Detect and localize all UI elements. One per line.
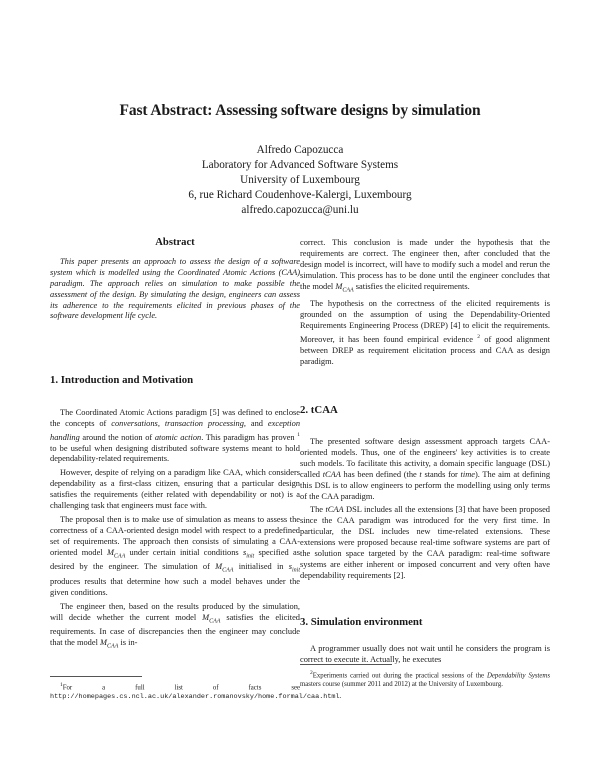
intro-paragraph-4: The engineer then, based on the results produced by the simulation, will decide whether the current model $M_{CAA}$ satisfies the elicited requirements. In case of discrepancies then the engineer may conclude that the model $M_{CAA}$ is in- xyxy=(50,601,300,650)
tcaa-paragraph-1: The presented software design assessment approach targets CAA-oriented models. Thus, one of the engineers' key activities is to create such models. To facilitate this activity, a domain specific language (DSL) called tCAA has been defined (the t stands for time). The aim at defining this DSL is to allow engineers to perform the modelling using only terms of the CAA paradigm. xyxy=(300,437,551,501)
footnote-rule xyxy=(50,676,142,677)
intro-paragraph-3: The proposal then is to make use of simulation as means to assess the correctness of a CAA-oriented design model with respect to a predefined set of requirements. The approach then consists of simulating a CAA-oriented model $M_{CAA}$ under certain initial conditions $s_{init}$ specified as desired by the engineer. The simulation of $M_{CAA}$ initialised in $s_{init}$ produces results that determine how such a model behaves under the given conditions. xyxy=(50,514,300,597)
right-paragraph-1: correct. This conclusion is made under the hypothesis that the requirements are correct. The engineer then, after concluded that the design model is incorrect, will have to modify such a model and rerun the simulation. This process has to be done until the engineer concludes that the model $M_{CAA}$ satisfies the elicited requirements. xyxy=(300,238,550,294)
intro-paragraph-1: The Coordinated Atomic Actions paradigm [5] was defined to enclose the concepts of conversations, transaction processing, and exception handling around the notion of atomic action. This paradigm has proven $^1$ to be useful when designing distributed software systems meant to hold dependability-related requirements. xyxy=(50,408,301,464)
section-2 xyxy=(300,405,550,416)
left-column xyxy=(50,238,300,322)
footnote-2 xyxy=(300,664,550,689)
author-name: Alfredo Capozucca xyxy=(256,144,344,156)
tcaa-paragraph-2: The tCAA DSL includes all the extensions [3] that have been proposed since the CAA paradigm was introduced for the very first time. In particular, the DSL includes new time-related extensions. These extensions were proposed because real-time software systems are part of the solution space targeted by the CAA paradigm: real-time software systems are either inherent or imposed concurrent and very often have dependability requirements [2]. xyxy=(300,505,550,580)
author-address: 6, rue Richard Coudenhove-Kalergi, Luxembourg xyxy=(188,189,412,201)
footnote-1 xyxy=(50,676,342,701)
author-lab: Laboratory for Advanced Software Systems xyxy=(201,159,399,171)
author-university: University of Luxembourg xyxy=(240,174,360,186)
right-column-top xyxy=(300,238,550,367)
section-2-heading: 2. tCAA xyxy=(300,404,338,416)
footnote-ref-2: 2 xyxy=(477,333,480,340)
section-3-heading: 3. Simulation environment xyxy=(300,616,423,628)
section-3-body xyxy=(300,644,550,666)
footnote-rule xyxy=(300,664,392,665)
simulation-paragraph-1: A programmer usually does not wait until he considers the program is correct to execute it. Actually, he executes xyxy=(300,644,550,664)
footnote-2-text: $^2$Experiments carried out during the practical sessions of the Dependability Systems masters course (summer 2011 and 2012) at the University of Luxembourg. xyxy=(300,670,550,688)
paper-title: Fast Abstract: Assessing software designs by simulation xyxy=(119,102,481,119)
intro-paragraph-2: However, despite of relying on a paradigm like CAA, which considers dependability as a first-class citizen, ensuring that a particular design satisfies the requirements (either related with dependability or not) is a challenging task that engineers must face with. xyxy=(50,468,300,511)
section-3 xyxy=(300,617,550,628)
abstract-heading: Abstract xyxy=(155,237,195,248)
section-1 xyxy=(50,375,300,386)
author-email: alfredo.capozucca@uni.lu xyxy=(241,204,359,216)
abstract-text: This paper presents an approach to assess the design of a software system which is modelled using the Coordinated Atomic Actions (CAA) paradigm. The approach relies on simulation to make possible the assessment of the design. By simulating the design, engineers can assess its adherence to the requirements elicited in previous phases of the software development life cycle. xyxy=(50,256,300,321)
right-paragraph-2: The hypothesis on the correctness of the elicited requirements is grounded on the assumption of using the Dependability-Oriented Requirements Engineering Process (DREP) [4] to elicit the requirements. Moreover, it has been found empirical evidence $^2$ of good alignment between DREP as requirement elicitation process and CAA as design paradigm. xyxy=(300,299,551,366)
footnote-1-url[interactable]: http://homepages.cs.ncl.ac.uk/alexander.romanovsky/home.formal/caa.html xyxy=(50,692,340,701)
section-1-heading: 1. Introduction and Motivation xyxy=(50,374,194,386)
footnote-ref-1: 1 xyxy=(297,431,300,438)
footnote-1-text: $^1$For a full list of facts see http://homepages.cs.ncl.ac.uk/alexander.romanovsky/home.formal/caa.html. xyxy=(50,682,342,701)
section-2-body xyxy=(300,437,550,582)
section-1-body xyxy=(50,408,300,653)
